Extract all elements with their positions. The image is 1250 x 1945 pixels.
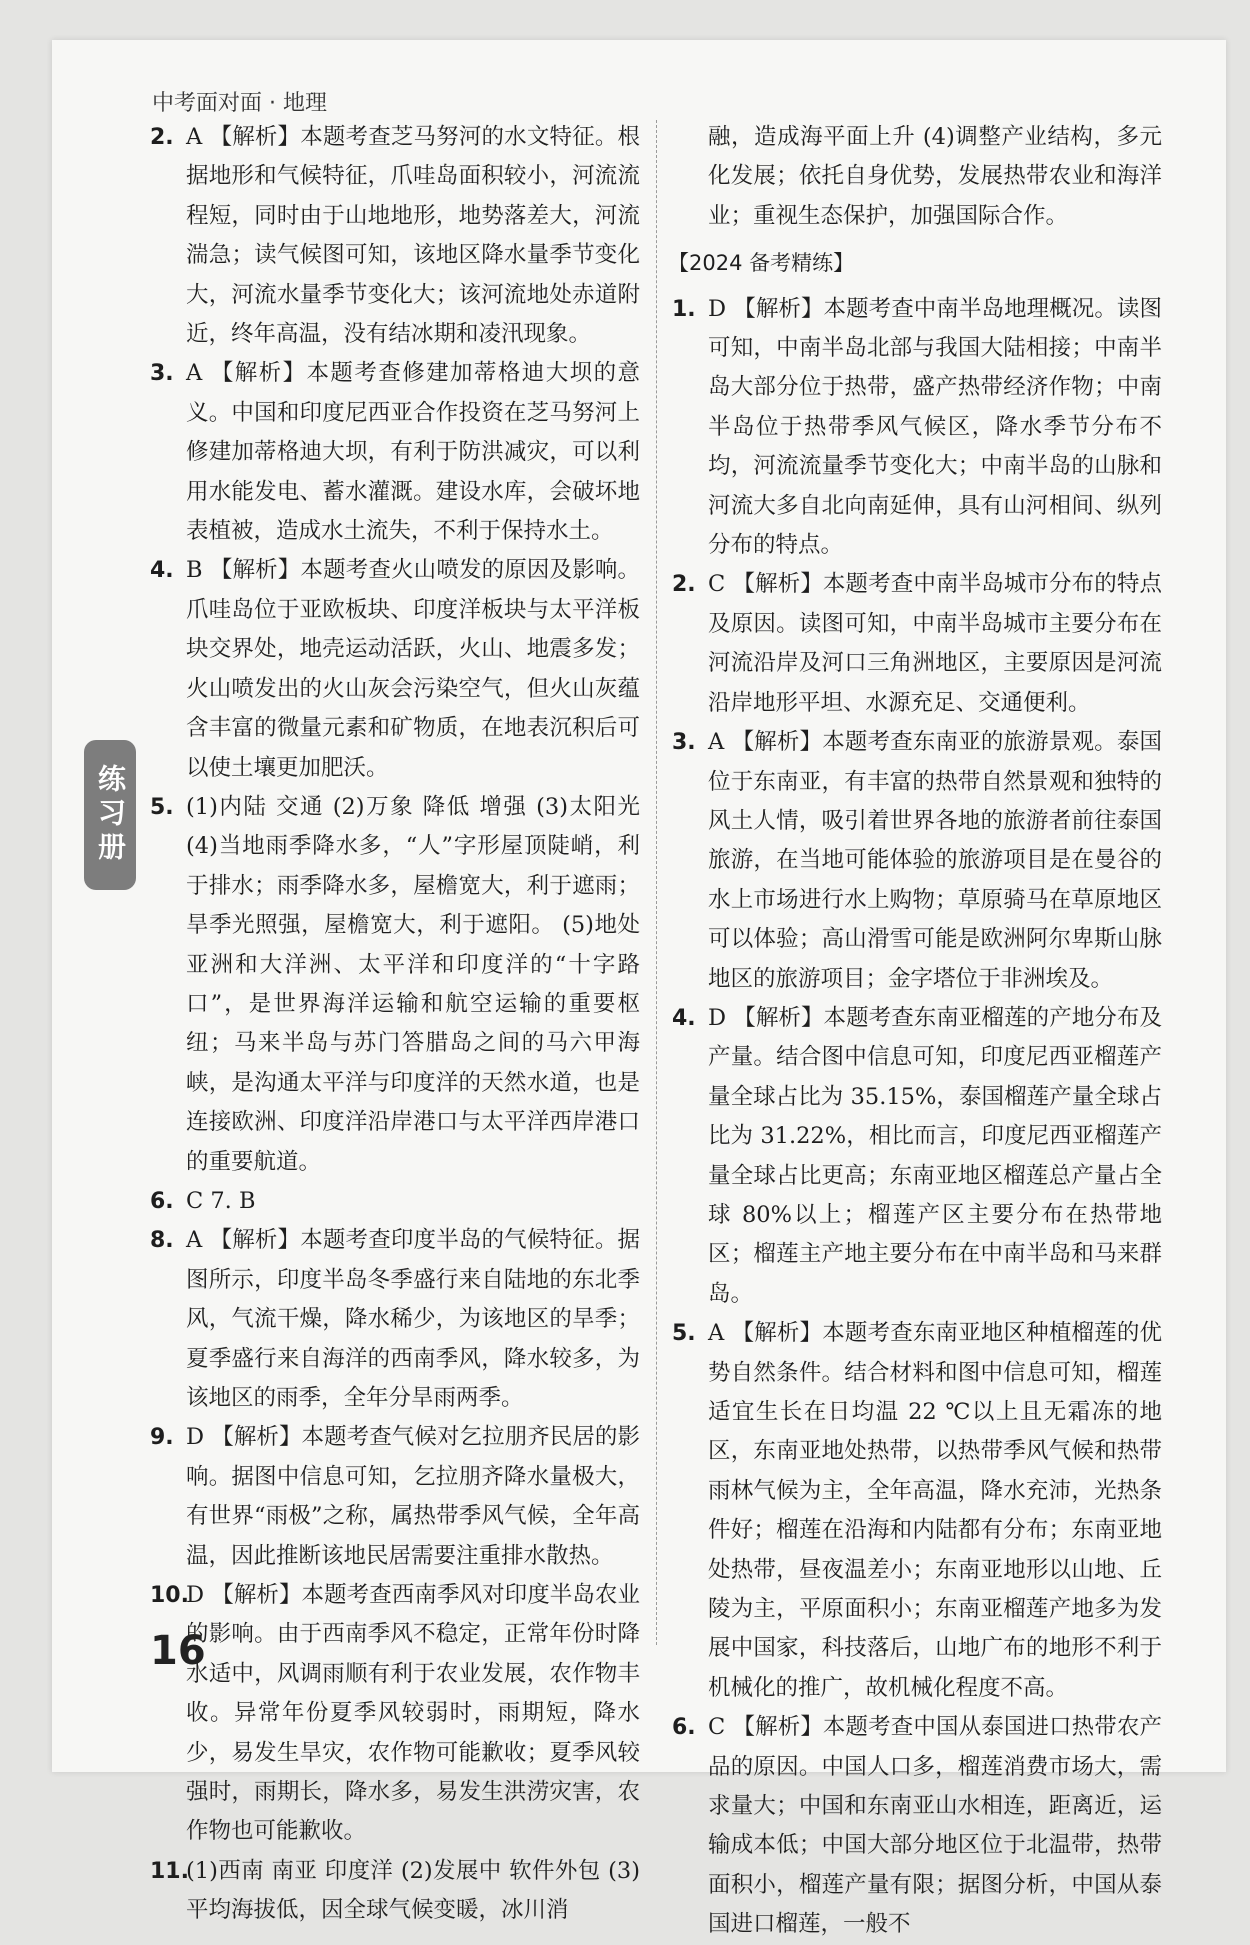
item-number: 11. bbox=[150, 1858, 189, 1884]
item-text: A 【解析】本题考查印度半岛的气候特征。据图所示，印度半岛冬季盛行来自陆地的东北季风，气流干燥，降水稀少，为该地区的旱季；夏季盛行来自海洋的西南季风，降水较多，为该地区的雨季，全年分旱雨两季。 bbox=[186, 1227, 640, 1411]
answer-item bbox=[150, 551, 640, 787]
item-text: (1)内陆 交通 (2)万象 降低 增强 (3)太阳光 (4)当地雨季降水多，“人”字形屋顶陡峭，利于排水；雨季降水多，屋檐宽大，利于遮雨；旱季光照强，屋檐宽大，利于遮阳。 (5)地处亚洲和大洋洲、太平洋和印度洋的“十字路口”，是世界海洋运输和航空运输的重要枢纽；马来半岛与苏门答腊岛之间的马六甲海峡，是沟通太平洋与印度洋的天然水道，也是连接欧洲、印度洋沿岸港口与太平洋西岸港口的重要航道。 bbox=[186, 793, 640, 1175]
item-number: 1. bbox=[672, 296, 696, 322]
answer-item bbox=[150, 1221, 640, 1418]
answer-item bbox=[150, 1418, 640, 1576]
item-text: A 【解析】本题考查东南亚的旅游景观。泰国位于东南亚，有丰富的热带自然景观和独特的风土人情，吸引着世界各地的旅游者前往泰国旅游，在当地可能体验的旅游项目是在曼谷的水上市场进行水上购物；草原骑马在草原地区可以体验；高山滑雪可能是欧洲阿尔卑斯山脉地区的旅游项目；金字塔位于非洲埃及。 bbox=[708, 729, 1162, 992]
answer-item bbox=[672, 1314, 1162, 1708]
right-column bbox=[668, 118, 1162, 1945]
item-text: A 【解析】本题考查芝马努河的水文特征。根据地形和气候特征，爪哇岛面积较小，河流流程短，同时由于山地地形，地势落差大，河流湍急；读气候图可知，该地区降水量季节变化大，河流水量季节变化大；该河流地处赤道附近，终年高温，没有结冰期和凌汛现象。 bbox=[186, 124, 640, 348]
answer-item bbox=[150, 354, 640, 551]
answer-item bbox=[150, 1182, 640, 1221]
item-number: 5. bbox=[672, 1321, 696, 1347]
answer-item bbox=[150, 788, 640, 1182]
section-title: 【2024 备考精练】 bbox=[668, 251, 855, 276]
item-number: 8. bbox=[150, 1228, 174, 1254]
answer-item bbox=[672, 723, 1162, 999]
item-number: 3. bbox=[672, 730, 696, 756]
left-column bbox=[150, 118, 640, 1931]
item-text: (1)西南 南亚 印度洋 (2)发展中 软件外包 (3)平均海拔低，因全球气候变暖，冰川消 bbox=[186, 1857, 640, 1924]
page-number: 16 bbox=[150, 1628, 206, 1674]
side-tab-label: 练习册 bbox=[94, 764, 127, 866]
item-number: 2. bbox=[150, 125, 174, 150]
answer-item bbox=[672, 565, 1162, 723]
answer-item bbox=[150, 1852, 640, 1931]
item-number: 6. bbox=[150, 1188, 174, 1214]
item-number: 4. bbox=[672, 1005, 696, 1031]
item-text: D 【解析】本题考查东南亚榴莲的产地分布及产量。结合图中信息可知，印度尼西亚榴莲产量全球占比为 35.15%，泰国榴莲产量全球占比为 31.22%，相比而言，印度尼西亚榴莲产量全球占比更高；东南亚地区榴莲总产量占全球 80%以上；榴莲产区主要分布在热带地区；榴莲主产地主要分布在中南半岛和马来群岛。 bbox=[708, 1004, 1162, 1307]
item-text: A 【解析】本题考查修建加蒂格迪大坝的意义。中国和印度尼西亚合作投资在芝马努河上修建加蒂格迪大坝，有利于防洪减灾，可以利用水能发电、蓄水灌溉。建设水库，会破坏地表植被，造成水土流失，不利于保持水土。 bbox=[186, 360, 640, 545]
item-number: 2. bbox=[672, 572, 696, 598]
item-text: C 7. B bbox=[186, 1187, 256, 1214]
item-text: A 【解析】本题考查东南亚地区种植榴莲的优势自然条件。结合材料和图中信息可知，榴莲适宜生长在日均温 22 ℃以上且无霜冻的地区，东南亚地处热带，以热带季风气候和热带雨林气候为主，全年高温，降水充沛，光热条件好；榴莲在沿海和内陆都有分布；东南亚地处热带，昼夜温差小；东南亚地形以山地、丘陵为主，平原面积小；东南亚榴莲产地多为发展中国家，科技落后，山地广布的地形不利于机械化的推广，故机械化程度不高。 bbox=[708, 1320, 1162, 1701]
item-text: D 【解析】本题考查中南半岛地理概况。读图可知，中南半岛北部与我国大陆相接；中南半岛大部分位于热带，盛产热带经济作物；中南半岛位于热带季风气候区，降水季节分布不均，河流流量季节变化大；中南半岛的山脉和河流大多自北向南延伸，具有山河相间、纵列分布的特点。 bbox=[708, 295, 1162, 559]
side-tab bbox=[84, 740, 136, 890]
item-text: C 【解析】本题考查中南半岛城市分布的特点及原因。读图可知，中南半岛城市主要分布在河流沿岸及河口三角洲地区，主要原因是河流沿岸地形平坦、水源充足、交通便利。 bbox=[708, 571, 1162, 716]
item-text: D 【解析】本题考查气候对乞拉朋齐民居的影响。据图中信息可知，乞拉朋齐降水量极大，有世界“雨极”之称，属热带季风气候，全年高温，因此推断该地民居需要注重排水散热。 bbox=[186, 1424, 640, 1569]
item-text: D 【解析】本题考查西南季风对印度半岛农业的影响。由于西南季风不稳定，正常年份时降水适中，风调雨顺有利于农业发展，农作物丰收。异常年份夏季风较弱时，雨期短，降水少，易发生旱灾，农作物可能歉收；夏季风较强时，雨期长，降水多，易发生洪涝灾害，农作物也可能歉收。 bbox=[186, 1582, 640, 1845]
continued-answer: 融，造成海平面上升 (4)调整产业结构，多元化发展；依托自身优势，发展热带农业和海洋业；重视生态保护，加强国际合作。 bbox=[708, 124, 1162, 229]
item-number: 4. bbox=[150, 558, 174, 584]
item-number: 5. bbox=[150, 794, 174, 820]
item-number: 6. bbox=[672, 1715, 696, 1741]
item-number: 10. bbox=[150, 1583, 189, 1609]
page-header: 中考面对面 · 地理 bbox=[152, 91, 327, 116]
column-divider bbox=[656, 120, 657, 1645]
answer-item bbox=[150, 118, 640, 354]
item-number: 9. bbox=[150, 1425, 174, 1451]
answer-item bbox=[672, 290, 1162, 566]
item-text: B 【解析】本题考查火山喷发的原因及影响。爪哇岛位于亚欧板块、印度洋板块与太平洋板块交界处，地壳运动活跃，火山、地震多发；火山喷发出的火山灰会污染空气，但火山灰蕴含丰富的微量元素和矿物质，在地表沉积后可以使土壤更加肥沃。 bbox=[186, 557, 640, 781]
item-text: C 【解析】本题考查中国从泰国进口热带农产品的原因。中国人口多，榴莲消费市场大，需求量大；中国和东南亚山水相连，距离近，运输成本低；中国大部分地区位于北温带，热带面积小，榴莲产量有限；据图分析，中国从泰国进口榴莲，一般不 bbox=[708, 1714, 1162, 1938]
item-number: 3. bbox=[150, 361, 174, 387]
answer-item bbox=[672, 999, 1162, 1314]
answer-item bbox=[672, 1708, 1162, 1944]
answer-item bbox=[150, 1576, 640, 1852]
